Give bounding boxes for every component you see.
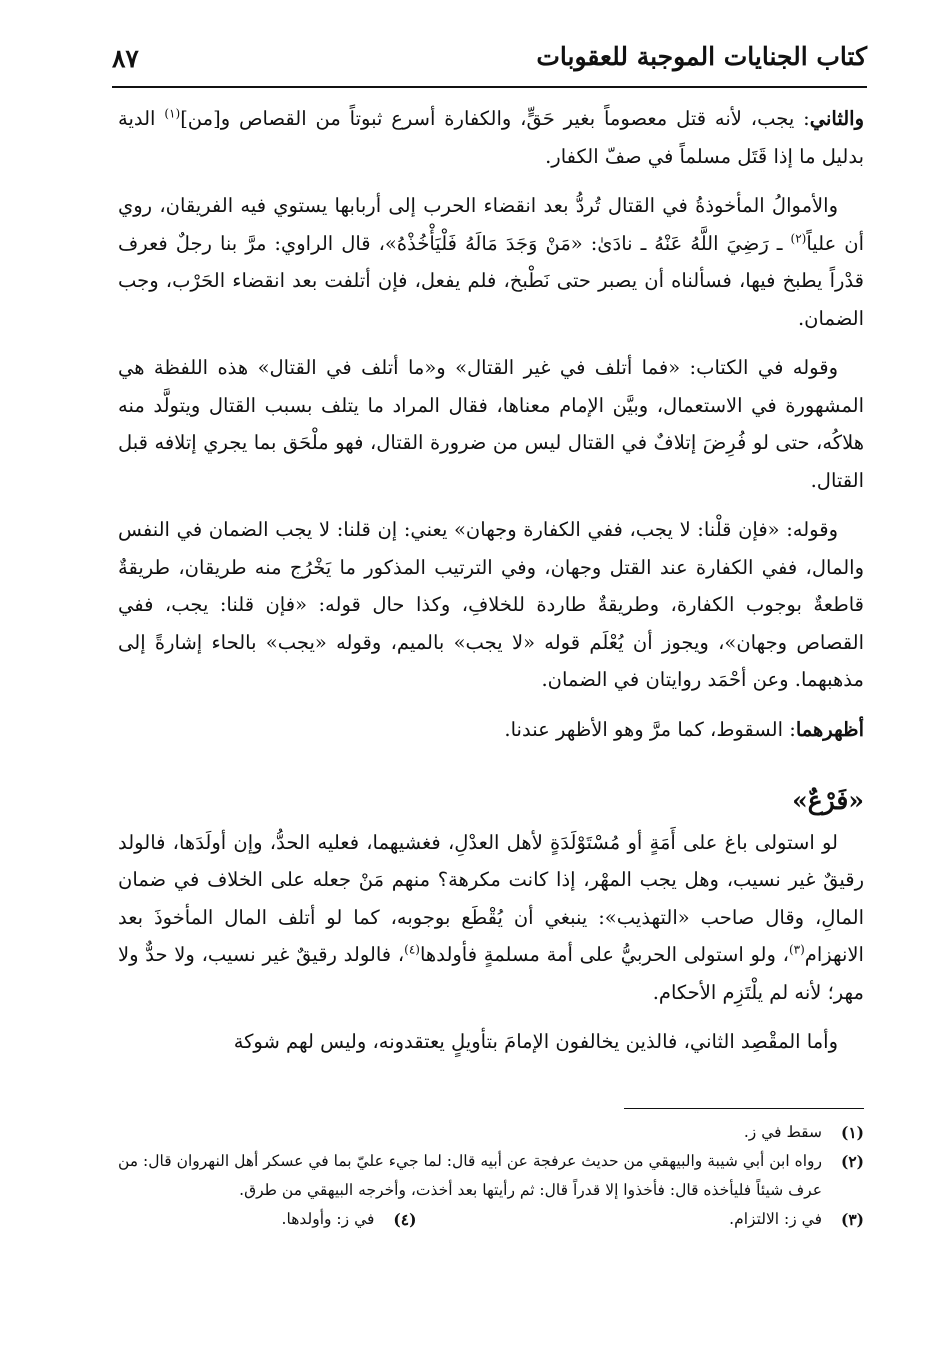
paragraph-text: والأموالُ المأخوذةُ في القتال تُردُّ بعد انقضاء الحرب إلى أربابها يستوي فيه الفريقان، روي أن علياً bbox=[118, 194, 864, 255]
paragraph-1 bbox=[118, 100, 864, 175]
paragraph-2 bbox=[118, 187, 864, 337]
footnote-rule bbox=[624, 1108, 864, 1109]
footnote-row bbox=[118, 1205, 864, 1234]
paragraph-text: لو استولى باغ على أَمَةٍ أو مُسْتَوْلَدَةٍ لأهل العدْلِ، فغشيهما، فعليه الحدُّ، وإن أولَدَها، فالولد رقيقٌ غير نسيب، وهل يجب المهْر، إذا كانت مكرهة؟ منهم مَنْ جعله على الخلاف في ضمان المالِ، وقال صاحب «التهذيب»: ينبغي أن يُقْطَع بوجوبه، كما لو أتلف المال المأخوذَ بعد الانهزام bbox=[118, 830, 864, 966]
header-rule bbox=[112, 86, 867, 88]
paragraph-3 bbox=[118, 349, 864, 499]
footnotes bbox=[118, 1118, 864, 1234]
paragraph-text: : السقوط، كما مرَّ وهو الأظهر عندنا. bbox=[504, 717, 796, 741]
paragraph-text: وقوله في الكتاب: «فما أتلف في غير القتال» و«ما أتلف في القتال» هذه اللفظة هي المشهورة في الاستعمال، وبيَّن الإمام معناها، فقال المراد ما يتلف بسبب القتال ويتولَّد منه هلاكُه، حتى لو فُرِضَ إتلافٌ في القتال ليس من ضرورة القتال، فهو ملْحَق بما يجري إتلافه قبل القتال. bbox=[118, 356, 864, 492]
footnote-number: (١) bbox=[840, 1123, 864, 1142]
footnote-text: في ز: الالتزام. bbox=[729, 1210, 822, 1228]
section-heading: «فَرْعٌ» bbox=[792, 786, 864, 815]
paragraph-text: وأما المقْصِد الثاني، فالذين يخالفون الإمامَ بتأويلٍ يعتقدونه، وليس لهم شوكة bbox=[233, 1030, 838, 1053]
footnote-2 bbox=[118, 1147, 864, 1205]
paragraph-5 bbox=[118, 711, 864, 749]
paragraph-text: وقوله: «فإن قلْنا: لا يجب، ففي الكفارة وجهان» يعني: إن قلنا: لا يجب الضمان في النفس والمال، ففي الكفارة عند القتل وجهان، وفي الترتيب المذكور ما يَخْرُج منه طريقان، طريقةٌ قاطعةٌ بوجوب الكفارة، وطريقةٌ طاردة للخلافِ، وكذا حال قوله: «فإن قلنا: يجب، ففي القصاص وجهان»، ويجوز أن يُعْلَم قوله «لا يجب» بالميم، وقوله «يجب» بالحاء إشارةً إلى مذهبهما. وعن أحْمَد روايتان في الضمان. bbox=[118, 518, 864, 691]
footnote-number: (٤) bbox=[393, 1210, 417, 1229]
paragraph-text-tail-2: ، فالولد رقيقٌ غير نسيب، ولا حدٌّ ولا مهر؛ لأنه لم يلْتَزِم الأحكام. bbox=[118, 943, 864, 1004]
running-title: كتاب الجنايات الموجبة للعقوبات bbox=[536, 42, 867, 71]
page-header bbox=[112, 34, 867, 86]
paragraph-text-tail: ـ رَضِيَ اللَّهُ عَنْهُ ـ نادَىٰ: «مَنْ وَجَدَ مَالَهُ فَلْيَأْخُذْهُ»، قال الراوي: مرَّ بنا رجلٌ فعرف قدْراً يطبخ فيها، فسألناه أن يصبر حتى نَطْبخ، فلم يفعل، فإن أتلفت بعد انقضاء الحَرْب، وجب الضمان. bbox=[118, 231, 864, 330]
paragraph-lead: أظهرهما bbox=[795, 717, 864, 741]
footnote-number: (٢) bbox=[840, 1152, 864, 1171]
paragraph-text-tail: الدية بدليل ما إذا قَتَل مسلماً في صفّ الكفار. bbox=[118, 107, 864, 168]
footnote-ref-3[interactable]: (٣) bbox=[788, 942, 805, 957]
footnote-text: في ز: وأولدها. bbox=[281, 1210, 375, 1228]
paragraph-text: : يجب، لأنه قتل معصوماً بغير حَقٍّ، والكفارة أسرع ثبوتاً من القصاص و[من] bbox=[180, 107, 810, 130]
paragraph-text-tail: ، ولو استولى الحربيُّ على أمة مسلمةٍ فأولدها bbox=[419, 943, 789, 966]
footnote-4 bbox=[118, 1205, 416, 1234]
paragraph-6 bbox=[118, 824, 864, 1012]
footnote-ref-1[interactable]: (١) bbox=[164, 106, 181, 121]
paragraph-7 bbox=[118, 1023, 864, 1061]
footnote-text: رواه ابن أبي شيبة والبيهقي من حديث عرفجة عن أبيه قال: لما جيء عليّ بما في عسكر أهل النهروان قال: من عرف شيئاً فليأخذه قال: فأخذوا إلا قدراً قال: ثم رأيتها بعد أخذت، وأخرجه البيهقي من طرق. bbox=[118, 1152, 822, 1199]
paragraph-lead: والثاني bbox=[809, 107, 864, 130]
footnote-1 bbox=[118, 1118, 864, 1147]
footnote-3 bbox=[416, 1205, 864, 1234]
footnote-number: (٣) bbox=[840, 1210, 864, 1229]
footnote-ref-4[interactable]: (٤) bbox=[404, 942, 420, 957]
paragraph-4 bbox=[118, 511, 864, 699]
main-text bbox=[118, 100, 864, 1073]
footnote-text: سقط في ز. bbox=[743, 1123, 822, 1141]
page-number: ٨٧ bbox=[112, 44, 139, 73]
footnote-ref-2[interactable]: (٢) bbox=[790, 231, 807, 245]
